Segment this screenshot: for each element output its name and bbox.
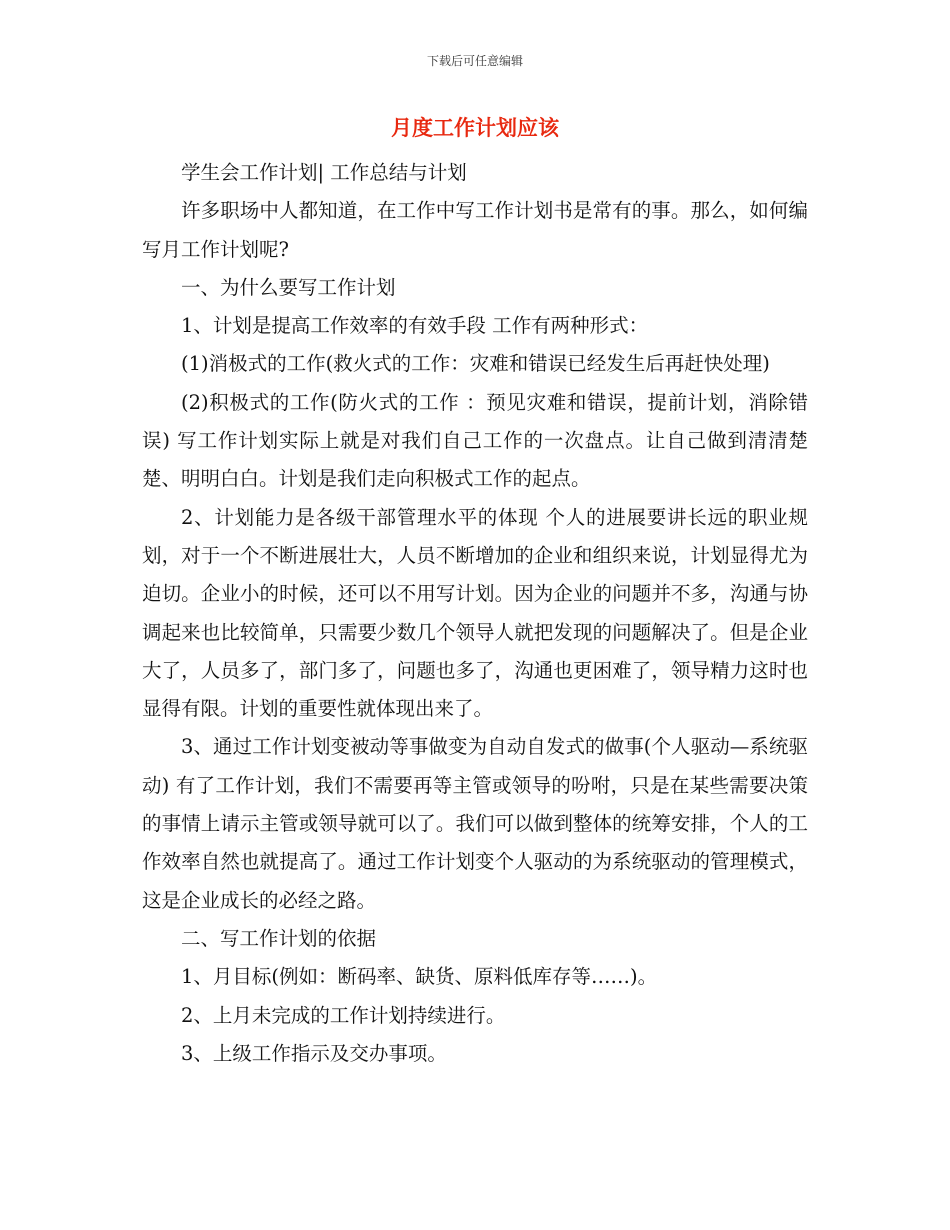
paragraph-basis-2: 2、上月未完成的工作计划持续进行。 [181,1003,506,1027]
paragraph-point-3: 3、通过工作计划变被动等事做变为自动自发式的做事(个人驱动—系统驱动) 有了工作计划，我们不需要再等主管或领导的吩咐，只是在某些需要决策的事情上请示主管或领导就可以了。我们可以做到整体的统筹安排，个人的工作效率自然也就提高了。通过工作计划变个人驱动的为系统驱动的管理模式，这是企业成长的必经之路。 [142,735,808,912]
section-heading-basis: 二、写工作计划的依据 [181,926,377,950]
paragraph-active-work: (2)积极式的工作(防火式的工作 ：预见灾难和错误，提前计划，消除错误) 写工作计划实际上就是对我们自己工作的一次盘点。让自己做到清清楚楚、明明白白。计划是我们走向积极式工作的起点。 [142,390,808,491]
paragraph-intro: 许多职场中人都知道，在工作中写工作计划书是常有的事。那么，如何编写月工作计划呢? [142,199,808,261]
paragraph-passive-work: (1)消极式的工作(救火式的工作：灾难和错误已经发生后再赶快处理) [181,352,770,376]
paragraph-subtitle: 学生会工作计划| 工作总结与计划 [181,161,467,184]
paragraph-point-1: 1、计划是提高工作效率的有效手段 工作有两种形式： [181,314,649,338]
paragraph-basis-3: 3、上级工作指示及交办事项。 [181,1041,447,1065]
document-title: 月度工作计划应该 [391,116,559,140]
document-body [142,154,808,1073]
paragraph-point-2: 2、计划能力是各级干部管理水平的体现 个人的进展要讲长远的职业规划，对于一个不断进展壮大，人员不断增加的企业和组织来说，计划显得尤为迫切。企业小的时候，还可以不用写计划。因为企业的问题并不多，沟通与协调起来也比较简单，只需要少数几个领导人就把发现的问题解决了。但是企业大了，人员多了，部门多了，问题也多了，沟通也更困难了，领导精力这时也显得有限。计划的重要性就体现出来了。 [142,505,808,721]
header-note: 下载后可任意编辑 [426,54,523,68]
paragraph-basis-1: 1、月目标(例如：断码率、缺货、原料低库存等……)。 [181,965,658,989]
section-heading-why: 一、为什么要写工作计划 [181,275,396,299]
